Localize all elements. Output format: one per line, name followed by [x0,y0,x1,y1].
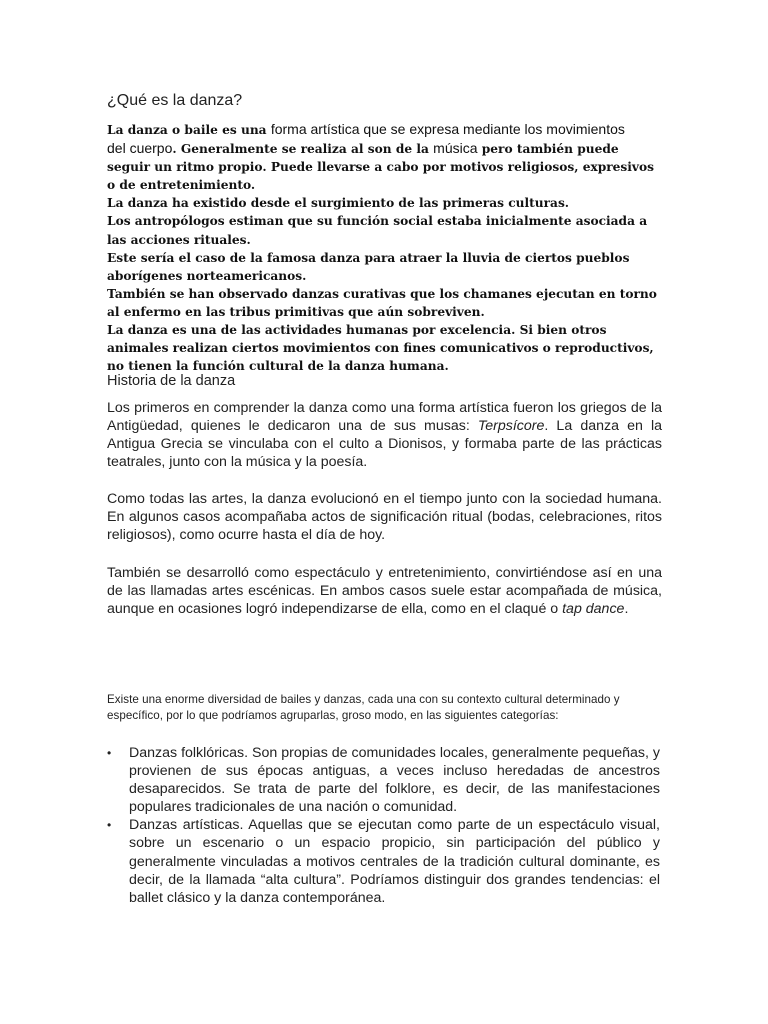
history-paragraph [107,399,662,471]
category-text: Danzas artísticas. Aquellas que se ejecutan como parte de un espectáculo visual, sobre un escenario o un espacio propicio, sin participación del público y generalmente vinculadas a motivos centrales de la tradición cultural dominante, es decir, de la llamada “alta cultura”. Podríamos distinguir dos grandes tendencias: el ballet clásico y la danza contemporánea. [129,817,660,906]
diversity-paragraph: Existe una enorme diversidad de bailes y danzas, cada una con su contexto cultural determinado y específico, por lo que podríamos agruparlas, groso modo, en las siguientes categorías: [107,693,620,722]
history-emphasis: tap dance [562,601,625,618]
history-text: . [624,601,629,618]
intro-block [107,120,660,375]
intro-link-text: del cuerpo [107,140,173,157]
list-item [107,744,660,816]
history-text: También se desarrolló como espectáculo y entretenimiento, convirtiéndose así en una de las llamadas artes escénicas. En ambos casos suele estar acompañada de música, aunque en ocasiones logró independizarse de ella, como en el claqué o [107,565,662,618]
history-paragraph: Como todas las artes, la danza evolucionó en el tiempo junto con la sociedad humana. En algunos casos acompañaba actos de significación ritual (bodas, celebraciones, ritos religiosos), como ocurre hasta el día de hoy. [107,491,662,544]
intro-line: La danza ha existido desde el surgimiento de las primeras culturas. [107,196,570,211]
list-item [107,816,660,906]
intro-link-text: forma artística que se expresa mediante los movimientos [270,121,625,137]
history-heading: Historia de la danza [107,373,236,389]
category-text: Danzas folklóricas. Son propias de comunidades locales, generalmente pequeñas, y provienen de sus épocas antiguas, a veces incluso heredadas de ancestros desaparecidos. Se trata de parte del folklore, es decir, de las manifestaciones populares tradicionales de una nación o comunidad. [129,745,660,816]
intro-link-text: música [433,140,478,157]
history-text: Los primeros en comprender la danza como una forma artística fueron los griegos de la Antigüedad, quienes le dedicaron una de sus musas: [107,400,662,435]
intro-text: La danza o baile es una [107,123,271,137]
intro-paragraph [107,120,660,194]
history-text: . La danza en la Antigua Grecia se vinculaba con el culto a Dionisos, y formaba parte de las prácticas teatrales, junto con la música y la poesía. [107,418,663,471]
bullet-icon: • [107,746,112,760]
history-emphasis: Terpsícore [477,418,545,435]
intro-line: También se han observado danzas curativas que los chamanes ejecutan en torno al enfermo en las tribus primitivas que aún sobreviven. [107,286,657,319]
intro-line: Este sería el caso de la famosa danza para atraer la lluvia de ciertos pueblos aborígenes norteamericanos. [107,250,630,283]
intro-text: pero también puede seguir un ritmo propio. Puede llevarse a cabo por motivos religiosos, expresivos o de entretenimiento. [107,142,654,193]
intro-line: La danza es una de las actividades humanas por excelencia. Si bien otros animales realizan ciertos movimientos con fines comunicativos o reproductivos, no tienen la función cultural de la danza humana. [107,323,654,374]
categories-list [107,744,660,907]
bullet-icon: • [107,818,112,833]
intro-text: . Generalmente se realiza al son de la [172,142,434,157]
history-paragraph [107,564,662,618]
intro-line: Los antropólogos estiman que su función social estaba inicialmente asociada a las acciones rituales. [107,214,648,247]
page-title: ¿Qué es la danza? [107,92,243,109]
